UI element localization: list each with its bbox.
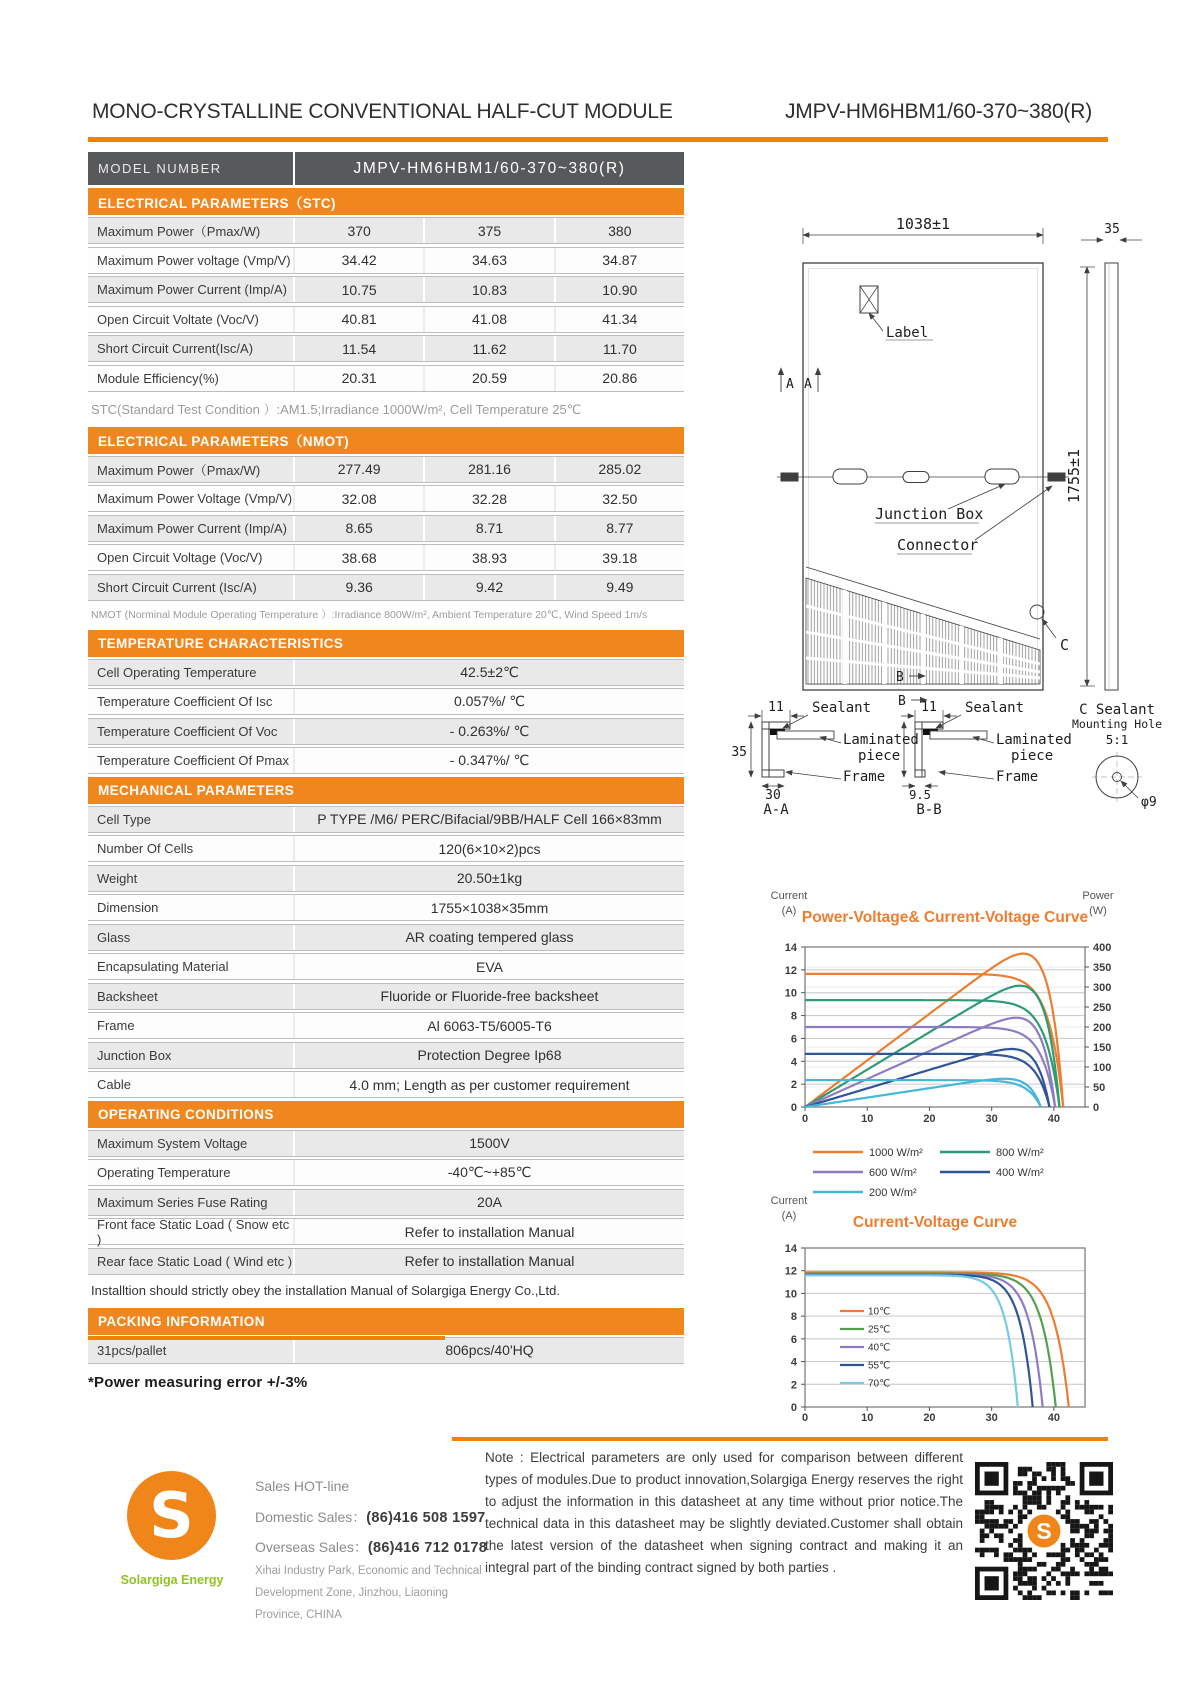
row-label: Short Circuit Current(Isc/A) xyxy=(88,336,293,361)
hole-diameter-label: φ9 xyxy=(1141,795,1157,810)
svg-text:150: 150 xyxy=(1093,1042,1112,1054)
row-label: Number Of Cells xyxy=(88,836,293,861)
row-value: 41.34 xyxy=(554,307,684,332)
row-value: 1500V xyxy=(293,1131,684,1156)
row-label: Maximum Power voltage (Vmp/V) xyxy=(88,248,293,273)
section-header-temperature: TEMPERATURE CHARACTERISTICS xyxy=(88,630,684,657)
page-title xyxy=(92,100,1092,124)
page-title-model: JMPV-HM6HBM1/60-370~380(R) xyxy=(784,100,1092,123)
svg-text:250: 250 xyxy=(1093,1002,1112,1014)
row-value: 8.77 xyxy=(554,516,684,541)
row-value: AR coating tempered glass xyxy=(293,925,684,950)
frame-label: Frame xyxy=(996,769,1039,785)
row-value: Refer to installation Manual xyxy=(293,1249,684,1274)
svg-text:(A): (A) xyxy=(781,905,797,917)
svg-text:50: 50 xyxy=(1093,1082,1106,1094)
row-label: Maximum Power（Pmax/W) xyxy=(88,218,293,243)
frame-label: Frame xyxy=(843,769,886,785)
row-label: Maximum Power Voltage (Vmp/V) xyxy=(88,486,293,511)
packing-table xyxy=(88,1337,684,1364)
dim-11: 11 xyxy=(768,700,784,715)
row-value: 34.87 xyxy=(554,248,684,273)
row-value: 9.36 xyxy=(293,575,423,600)
svg-text:8: 8 xyxy=(790,1311,797,1324)
mechanical-table xyxy=(88,806,684,1099)
row-value: 281.16 xyxy=(423,457,553,482)
table-row xyxy=(88,983,684,1010)
svg-text:350: 350 xyxy=(1093,962,1112,974)
svg-text:Power-Voltage& Current-Voltage: Power-Voltage& Current-Voltage Curve xyxy=(801,909,1089,926)
row-label: Open Circuit Voltage (Voc/V) xyxy=(88,545,293,570)
table-row xyxy=(88,1130,684,1157)
section-header-operating: OPERATING CONDITIONS xyxy=(88,1101,684,1128)
table-row xyxy=(88,1337,684,1364)
overseas-sales-phone: (86)416 712 0178 xyxy=(367,1540,488,1556)
row-value: 8.65 xyxy=(293,516,423,541)
table-row xyxy=(88,659,684,686)
row-value: 20.31 xyxy=(293,366,423,391)
svg-text:25℃: 25℃ xyxy=(868,1324,891,1336)
dim-height: 1755±1 xyxy=(1065,448,1083,504)
section-b-letter: B xyxy=(898,694,906,709)
svg-text:30: 30 xyxy=(985,1113,998,1125)
overseas-sales-line xyxy=(255,1537,487,1557)
svg-text:10: 10 xyxy=(784,987,797,1000)
svg-text:0: 0 xyxy=(801,1113,809,1125)
svg-text:Current-Voltage Curve: Current-Voltage Curve xyxy=(852,1214,1018,1231)
row-label: Module Efficiency(%) xyxy=(88,366,293,391)
table-row xyxy=(88,544,684,571)
title-rule xyxy=(88,137,1108,142)
svg-text:12: 12 xyxy=(784,1265,797,1278)
junction-box-annotation: Junction Box xyxy=(875,505,984,523)
table-row xyxy=(88,247,684,274)
operating-table xyxy=(88,1130,684,1275)
svg-text:2: 2 xyxy=(790,1079,797,1092)
pv-iv-curve-chart xyxy=(700,885,1180,1205)
domestic-sales-label: Domestic Sales： xyxy=(255,1509,367,1525)
row-label: Backsheet xyxy=(88,984,293,1009)
cell-area xyxy=(806,560,1040,690)
row-label: Temperature Coefficient Of Isc xyxy=(88,689,293,714)
row-value: 10.90 xyxy=(554,277,684,302)
row-value: 285.02 xyxy=(554,457,684,482)
svg-text:20: 20 xyxy=(923,1412,936,1424)
row-value: - 0.263%/ ℃ xyxy=(293,719,684,744)
svg-text:1000 W/m²: 1000 W/m² xyxy=(869,1147,923,1159)
row-label: Dimension xyxy=(88,895,293,920)
section-a-letter: A xyxy=(804,377,812,392)
bottom-rule-right xyxy=(452,1437,1108,1441)
table-row xyxy=(88,217,684,244)
table-row xyxy=(88,1042,684,1069)
svg-text:800 W/m²: 800 W/m² xyxy=(996,1147,1044,1159)
row-label: Maximum System Voltage xyxy=(88,1131,293,1156)
svg-text:200: 200 xyxy=(1093,1022,1112,1034)
row-value: 370 xyxy=(293,218,423,243)
row-label: Maximum Power Current (Imp/A) xyxy=(88,516,293,541)
logo-letter: S xyxy=(149,1479,194,1552)
table-row xyxy=(88,894,684,921)
svg-text:6: 6 xyxy=(790,1333,797,1346)
dim-35: 35 xyxy=(731,745,747,760)
row-value: 10.83 xyxy=(423,277,553,302)
svg-text:4: 4 xyxy=(790,1356,797,1369)
row-label: Short Circuit Current (Isc/A) xyxy=(88,575,293,600)
row-value: EVA xyxy=(293,954,684,979)
section-bb-detail xyxy=(901,710,994,786)
section-header-mechanical: MECHANICAL PARAMETERS xyxy=(88,777,684,804)
section-b-letter: B xyxy=(896,670,904,685)
detail-scale-label: 5:1 xyxy=(1105,732,1129,747)
row-value: 39.18 xyxy=(554,545,684,570)
svg-text:0: 0 xyxy=(1093,1102,1100,1114)
table-row xyxy=(88,485,684,512)
company-logo xyxy=(127,1471,216,1560)
svg-text:40: 40 xyxy=(1047,1412,1061,1424)
row-value: P TYPE /M6/ PERC/Bifacial/9BB/HALF Cell 166×83mm xyxy=(293,807,684,832)
row-label: Maximum Power（Pmax/W) xyxy=(88,457,293,482)
svg-text:20: 20 xyxy=(923,1113,936,1125)
dim-11: 11 xyxy=(921,700,937,715)
row-value: 806pcs/40'HQ xyxy=(293,1338,684,1363)
stc-note: STC(Standard Test Condition ）:AM1.5;Irradiance 1000W/m², Cell Temperature 25℃ xyxy=(91,401,582,417)
row-value: 20A xyxy=(293,1190,684,1215)
nmot-table xyxy=(88,456,684,601)
table-row xyxy=(88,688,684,715)
laminated-label: Laminated xyxy=(843,732,919,748)
svg-text:100: 100 xyxy=(1093,1062,1112,1074)
section-header-stc: ELECTRICAL PARAMETERS（STC) xyxy=(88,188,684,215)
table-row xyxy=(88,1071,684,1098)
spec-tables xyxy=(88,152,684,1391)
svg-text:6: 6 xyxy=(790,1033,797,1046)
c-sealant-label: C Sealant xyxy=(1079,702,1155,718)
row-label: Frame xyxy=(88,1013,293,1038)
row-value: 1755×1038×35mm xyxy=(293,895,684,920)
label-annotation: Label xyxy=(886,325,929,341)
dim-width: 1038±1 xyxy=(895,215,951,233)
iv-temperature-chart xyxy=(700,1195,1180,1437)
svg-text:Current: Current xyxy=(770,1195,808,1207)
row-label: Operating Temperature xyxy=(88,1160,293,1185)
table-row xyxy=(88,1248,684,1275)
row-value: - 0.347%/ ℃ xyxy=(293,748,684,773)
svg-text:10℃: 10℃ xyxy=(868,1306,891,1318)
row-value: 9.49 xyxy=(554,575,684,600)
row-value: 40.81 xyxy=(293,307,423,332)
svg-text:0: 0 xyxy=(790,1102,797,1114)
domestic-sales-phone: (86)416 508 1597 xyxy=(366,1510,486,1526)
row-value: Refer to installation Manual xyxy=(293,1219,684,1244)
table-row xyxy=(88,835,684,862)
row-label: 31pcs/pallet xyxy=(88,1338,293,1363)
svg-text:10: 10 xyxy=(861,1412,874,1424)
table-row xyxy=(88,276,684,303)
qr-code xyxy=(975,1462,1113,1600)
row-value: 20.50±1kg xyxy=(293,866,684,891)
row-value: Fluoride or Fluoride-free backsheet xyxy=(293,984,684,1009)
row-value: 34.63 xyxy=(423,248,553,273)
table-row xyxy=(88,365,684,392)
row-value: 20.86 xyxy=(554,366,684,391)
table-row xyxy=(88,335,684,362)
section-bb-title: B-B xyxy=(916,802,942,818)
dim-30: 30 xyxy=(765,788,781,803)
table-row xyxy=(88,924,684,951)
stc-table xyxy=(88,217,684,392)
piece-label: piece xyxy=(858,748,901,764)
table-row xyxy=(88,456,684,483)
power-tolerance-note: *Power measuring error +/-3% xyxy=(88,1373,308,1391)
svg-text:8: 8 xyxy=(790,1010,797,1023)
svg-text:2: 2 xyxy=(790,1379,797,1392)
table-row xyxy=(88,574,684,601)
row-label: Maximum Power Current (Imp/A) xyxy=(88,277,293,302)
laminated-label: Laminated xyxy=(996,732,1072,748)
svg-text:Power: Power xyxy=(1082,890,1114,902)
row-label: Maximum Series Fuse Rating xyxy=(88,1190,293,1215)
svg-text:0: 0 xyxy=(790,1402,797,1414)
svg-text:70℃: 70℃ xyxy=(868,1378,891,1390)
nmot-note: NMOT (Norminal Module Operating Temperature ）:Irradiance 800W/m², Ambient Temperature 20℃, Wind Speed 1m/s xyxy=(91,608,648,621)
svg-text:40℃: 40℃ xyxy=(868,1342,891,1354)
row-label: Junction Box xyxy=(88,1043,293,1068)
module-technical-drawing xyxy=(700,195,1185,820)
table-row xyxy=(88,953,684,980)
table-row xyxy=(88,1189,684,1216)
row-label: Temperature Coefficient Of Pmax xyxy=(88,748,293,773)
svg-text:4: 4 xyxy=(790,1056,797,1069)
table-row xyxy=(88,747,684,774)
row-label: Front face Static Load ( Snow etc ) xyxy=(88,1219,293,1244)
row-label: Glass xyxy=(88,925,293,950)
svg-text:40: 40 xyxy=(1047,1113,1061,1125)
sealant-label: Sealant xyxy=(965,700,1025,716)
section-aa-detail xyxy=(748,710,841,786)
legal-note: Note : Electrical parameters are only used for comparison between different types of modules.Due to product innovation,Solargiga Energy reserves the right to adjust the information in this datasheet at any time without prior notice.The technical data in this datasheet may be slightly deviated.Customer shall obtain the latest version of the datasheet when signing contract and making it an integral part of the binding contract signed by both parties . xyxy=(485,1450,963,1575)
row-label: Cable xyxy=(88,1072,293,1097)
section-a-letter: A xyxy=(786,377,794,392)
table-row xyxy=(88,1159,684,1186)
mounting-hole-label: Mounting Hole xyxy=(1071,717,1163,731)
row-label: Rear face Static Load ( Wind etc ) xyxy=(88,1249,293,1274)
table-row xyxy=(88,1012,684,1039)
svg-text:10: 10 xyxy=(861,1113,874,1125)
svg-text:10: 10 xyxy=(784,1288,797,1301)
svg-text:30: 30 xyxy=(985,1412,998,1424)
row-label: Temperature Coefficient Of Voc xyxy=(88,719,293,744)
module-side-view xyxy=(1105,263,1118,690)
mounting-hole-callout xyxy=(1030,605,1044,619)
row-value: 42.5±2℃ xyxy=(293,660,684,685)
svg-text:14: 14 xyxy=(784,942,797,954)
piece-label: piece xyxy=(1011,748,1054,764)
row-label: Cell Operating Temperature xyxy=(88,660,293,685)
svg-text:600 W/m²: 600 W/m² xyxy=(869,1167,917,1179)
overseas-sales-label: Overseas Sales： xyxy=(255,1539,368,1555)
dim-thickness: 35 xyxy=(1104,222,1120,237)
domestic-sales-line xyxy=(255,1507,486,1527)
sealant-label: Sealant xyxy=(812,700,872,716)
table-row xyxy=(88,306,684,333)
row-value: 9.42 xyxy=(423,575,553,600)
row-value: 11.54 xyxy=(293,336,423,361)
table-row xyxy=(88,806,684,833)
row-label: Encapsulating Material xyxy=(88,954,293,979)
svg-text:0: 0 xyxy=(801,1412,809,1424)
row-value: 38.68 xyxy=(293,545,423,570)
row-value: 32.50 xyxy=(554,486,684,511)
section-header-nmot: ELECTRICAL PARAMETERS（NMOT) xyxy=(88,427,684,454)
section-aa-title: A-A xyxy=(763,802,789,818)
row-value: 380 xyxy=(554,218,684,243)
row-value: 8.71 xyxy=(423,516,553,541)
row-value: 20.59 xyxy=(423,366,553,391)
sales-hotline-title: Sales HOT-line xyxy=(255,1478,350,1494)
svg-text:(W): (W) xyxy=(1089,905,1107,917)
table-row xyxy=(88,718,684,745)
svg-text:400 W/m²: 400 W/m² xyxy=(996,1167,1044,1179)
svg-text:12: 12 xyxy=(784,964,797,977)
temperature-table xyxy=(88,659,684,775)
section-header-packing: PACKING INFORMATION xyxy=(88,1308,684,1335)
row-value: 38.93 xyxy=(423,545,553,570)
svg-text:Current: Current xyxy=(770,890,808,902)
connector-annotation: Connector xyxy=(897,536,979,554)
row-value: 375 xyxy=(423,218,553,243)
svg-text:400: 400 xyxy=(1093,942,1112,954)
row-value: 4.0 mm; Length as per customer requirement xyxy=(293,1072,684,1097)
row-value: 32.08 xyxy=(293,486,423,511)
row-value: 120(6×10×2)pcs xyxy=(293,836,684,861)
section-c-letter: C xyxy=(1060,636,1070,654)
row-label: Cell Type xyxy=(88,807,293,832)
mounting-hole-detail xyxy=(1092,752,1142,802)
bottom-rule-left xyxy=(88,1336,445,1340)
row-value: Al 6063-T5/6005-T6 xyxy=(293,1013,684,1038)
table-row xyxy=(88,1218,684,1245)
row-label: Weight xyxy=(88,866,293,891)
row-value: 41.08 xyxy=(423,307,553,332)
row-value: -40℃~+85℃ xyxy=(293,1160,684,1185)
row-value: Protection Degree Ip68 xyxy=(293,1043,684,1068)
dim-9-5: 9.5 xyxy=(909,788,931,802)
row-value: 10.75 xyxy=(293,277,423,302)
row-label: Open Circuit Voltate (Voc/V) xyxy=(88,307,293,332)
page-title-left: MONO-CRYSTALLINE CONVENTIONAL HALF-CUT MODULE xyxy=(92,100,673,123)
table-row xyxy=(88,865,684,892)
svg-text:300: 300 xyxy=(1093,982,1112,994)
row-value: 34.42 xyxy=(293,248,423,273)
row-value: 11.70 xyxy=(554,336,684,361)
company-address: Xihai Industry Park, Economic and Technical Development Zone, Jinzhou, Liaoning Province, CHINA xyxy=(255,1565,482,1621)
svg-text:55℃: 55℃ xyxy=(868,1360,891,1372)
row-value: 0.057%/ ℃ xyxy=(293,689,684,714)
svg-text:(A): (A) xyxy=(781,1210,797,1222)
installation-note: Installtion should strictly obey the installation Manual of Solargiga Energy Co.,Ltd. xyxy=(91,1282,560,1298)
model-number-label: MODEL NUMBER xyxy=(88,152,293,185)
svg-text:S: S xyxy=(1036,1518,1052,1544)
row-value: 32.28 xyxy=(423,486,553,511)
model-number-value: JMPV-HM6HBM1/60-370~380(R) xyxy=(295,152,684,185)
table-row xyxy=(88,515,684,542)
model-number-row xyxy=(88,152,684,185)
row-value: 277.49 xyxy=(293,457,423,482)
svg-text:14: 14 xyxy=(784,1243,797,1255)
svg-text:200 W/m²: 200 W/m² xyxy=(869,1187,917,1199)
row-value: 11.62 xyxy=(423,336,553,361)
company-name: Solargiga Energy xyxy=(120,1573,224,1587)
